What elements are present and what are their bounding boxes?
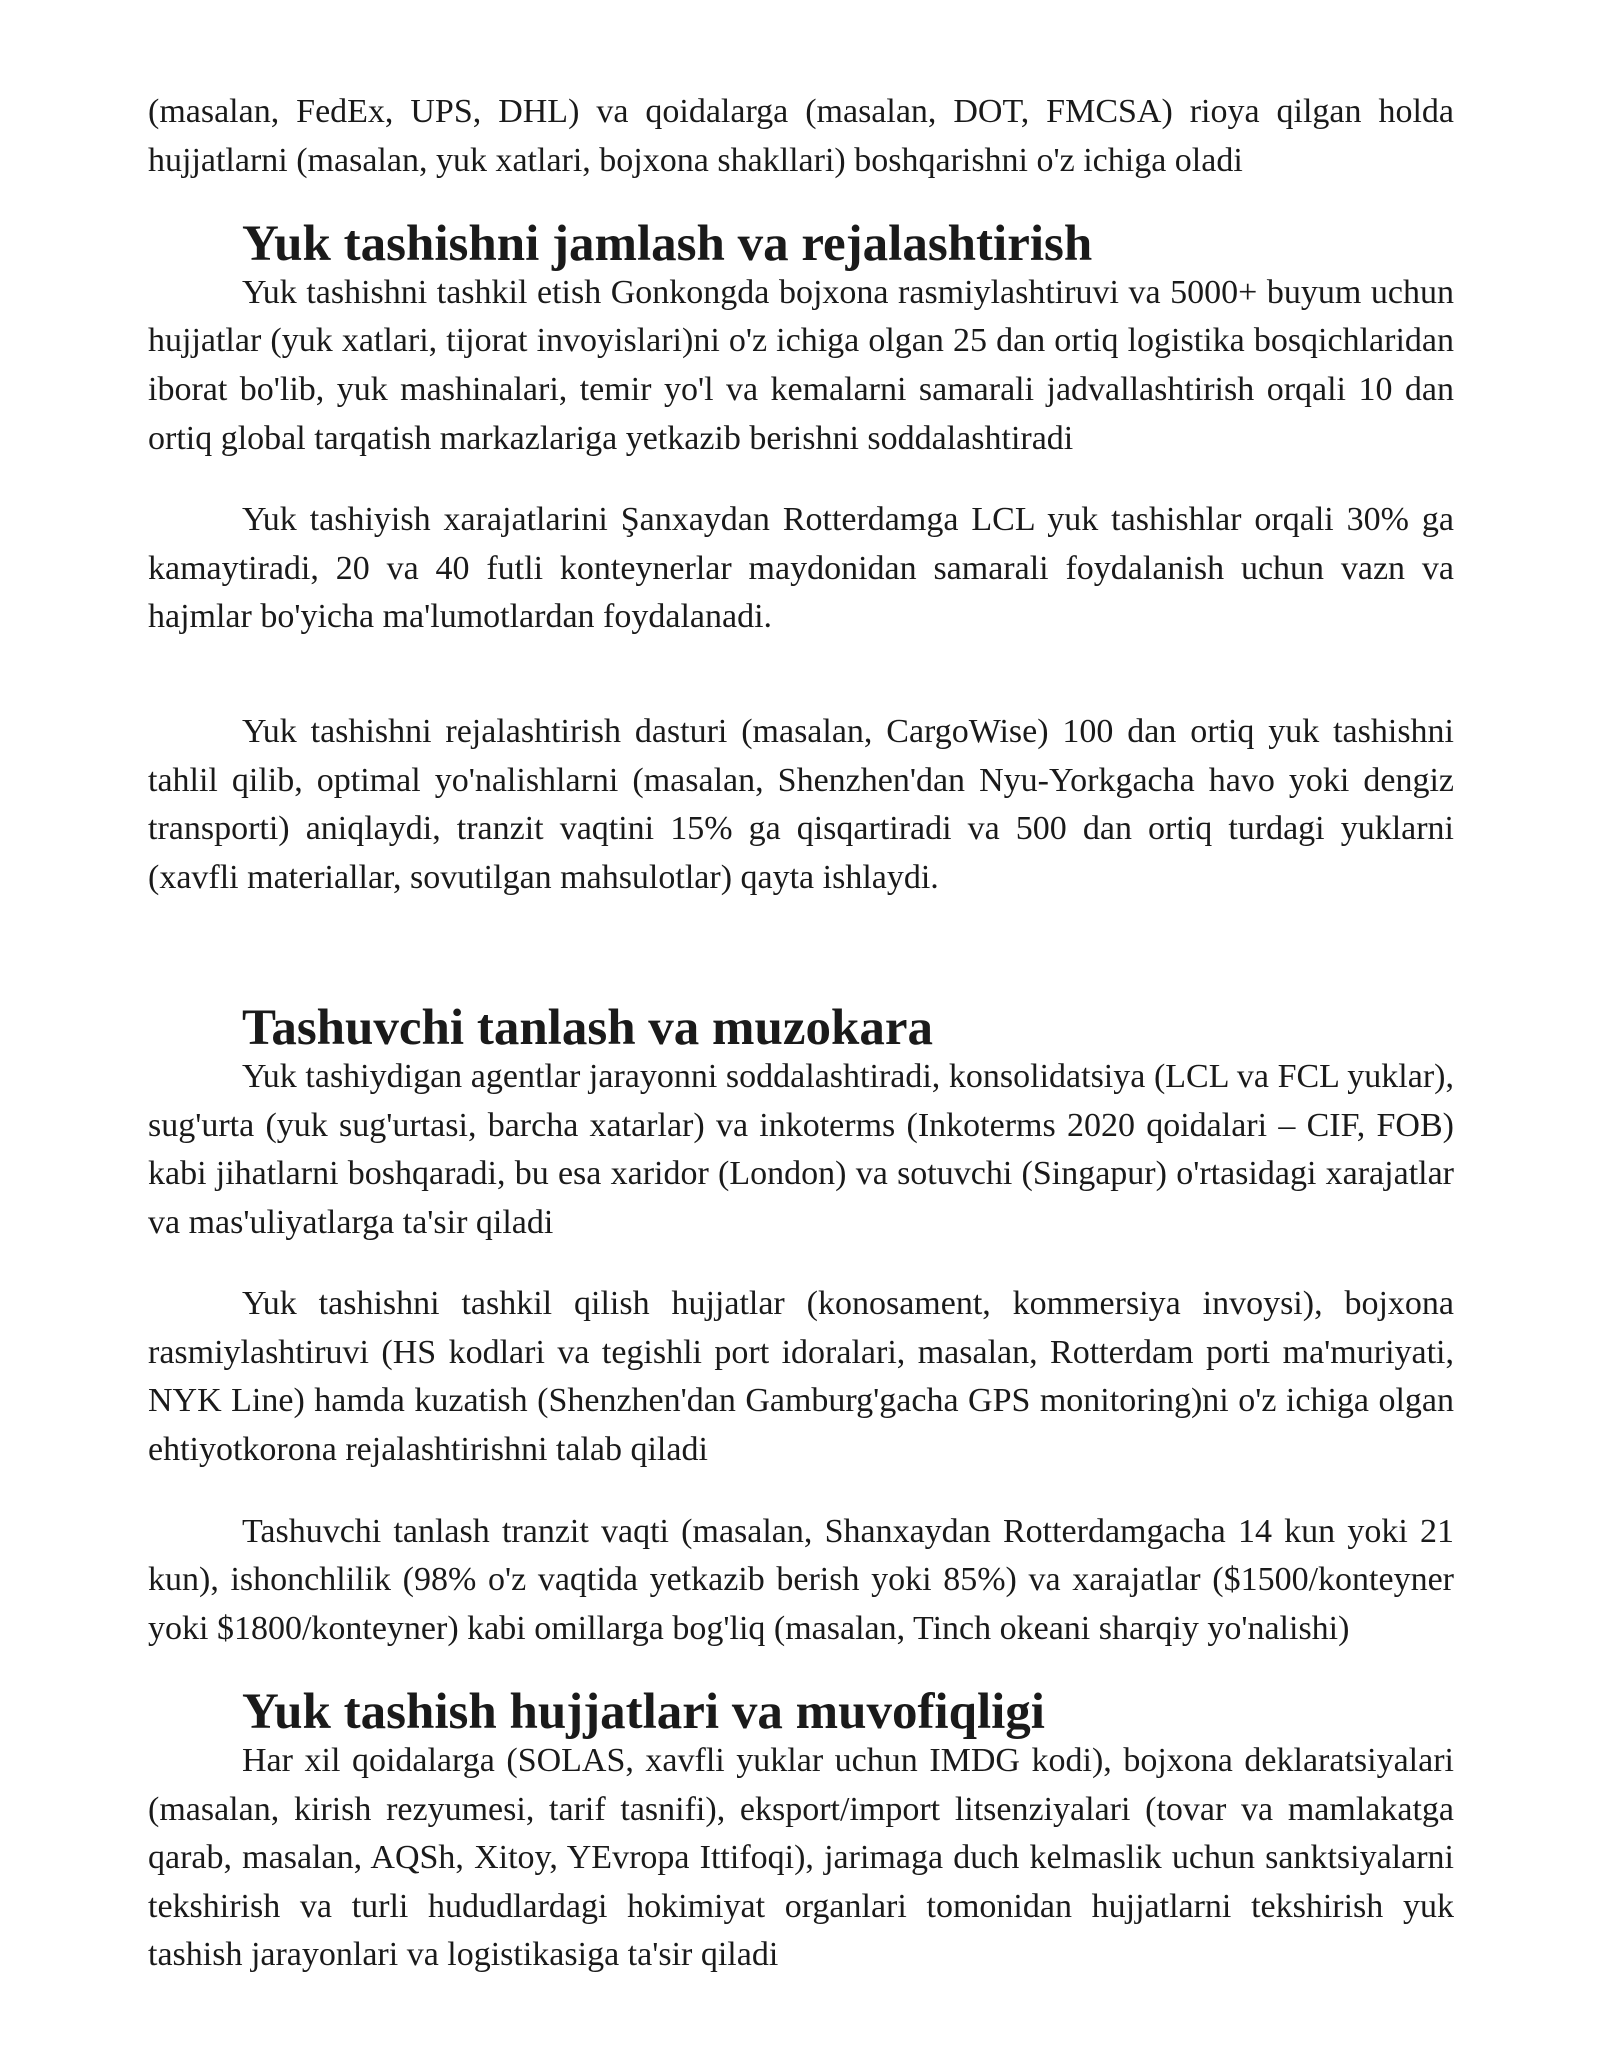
section-paragraph: Yuk tashishni tashkil qilish hujjatlar (konosament, kommersiya invoysi), bojxona rasmiylashtiruvi (HS kodlari va tegishli port idoralari, masalan, Rotterdam porti ma'muriyati, NYK Line) hamda kuzatish (Shenzhen'dan Gamburg'gacha GPS monitoring)ni o'z ichiga olgan ehtiyotkorona rejalashtirishni talab qiladi [148, 1285, 1454, 1469]
section-paragraph: Tashuvchi tanlash tranzit vaqti (masalan, Shanxaydan Rotterdamgacha 14 kun yoki 21 kun), ishonchlilik (98% o'z vaqtida yetkazib berish yoki 85%) va xarajatlar ($1500/konteyner yoki $1800/konteyner) kabi omillarga bog'liq (masalan, Tinch okeani sharqiy yo'nalishi) [148, 1512, 1454, 1647]
section-heading-consolidation: Yuk tashishni jamlash va rejalashtirish [242, 216, 1093, 273]
section-heading-documentation: Yuk tashish hujjatlari va muvofiqligi [242, 1684, 1045, 1741]
section-paragraph: Har xil qoidalarga (SOLAS, xavfli yuklar uchun IMDG kodi), bojxona deklaratsiyalari (masalan, kirish rezyumesi, tarif tasnifi), eksport/import litsenziyalari (tovar va mamlakatga qarab, masalan, AQSh, Xitoy, YEvropa Ittifoqi), jarimaga duch kelmaslik uchun sanktsiyalarni tekshirish va turli hududlardagi hokimiyat organlari tomonidan hujjatlarni tekshirish yuk tashish jarayonlari va logistikasiga ta'sir qiladi [148, 1742, 1454, 1974]
intro-paragraph: (masalan, FedEx, UPS, DHL) va qoidalarga (masalan, DOT, FMCSA) rioya qilgan holda hujjatlarni (masalan, yuk xatlari, bojxona shakllari) boshqarishni o'z ichiga oladi [148, 93, 1454, 179]
section-paragraph: Yuk tashishni rejalashtirish dasturi (masalan, CargoWise) 100 dan ortiq yuk tashishni tahlil qilib, optimal yo'nalishlarni (masalan, Shenzhen'dan Nyu-Yorkgacha havo yoki dengiz transporti) aniqlaydi, tranzit vaqtini 15% ga qisqartiradi va 500 dan ortiq turdagi yuklarni (xavfli materiallar, sovutilgan mahsulotlar) qayta ishlaydi. [148, 712, 1454, 896]
section-heading-carrier-selection: Tashuvchi tanlash va muzokara [242, 1000, 934, 1057]
section-paragraph: Yuk tashishni tashkil etish Gonkongda bojxona rasmiylashtiruvi va 5000+ buyum uchun hujjatlar (yuk xatlari, tijorat invoyislari)ni o'z ichiga olgan 25 dan ortiq logistika bosqichlaridan iborat bo'lib, yuk mashinalari, temir yo'l va kemalarni samarali jadvallashtirish orqali 10 dan ortiq global tarqatish markazlariga yetkazib berishni soddalashtiradi [148, 273, 1454, 457]
document-page [148, 88, 1454, 1980]
section-paragraph: Yuk tashiydigan agentlar jarayonni soddalashtiradi, konsolidatsiya (LCL va FCL yuklar), sug'urta (yuk sug'urtasi, barcha xatarlar) va inkoterms (Inkoterms 2020 qoidalari – CIF, FOB) kabi jihatlarni boshqaradi, bu esa xaridor (London) va sotuvchi (Singapur) o'rtasidagi xarajatlar va mas'uliyatlarga ta'sir qiladi [148, 1057, 1454, 1241]
section-paragraph: Yuk tashiyish xarajatlarini Şanxaydan Rotterdamga LCL yuk tashishlar orqali 30% ga kamaytiradi, 20 va 40 futli konteynerlar maydonidan samarali foydalanish uchun vazn va hajmlar bo'yicha ma'lumotlardan foydalanadi. [148, 501, 1454, 636]
